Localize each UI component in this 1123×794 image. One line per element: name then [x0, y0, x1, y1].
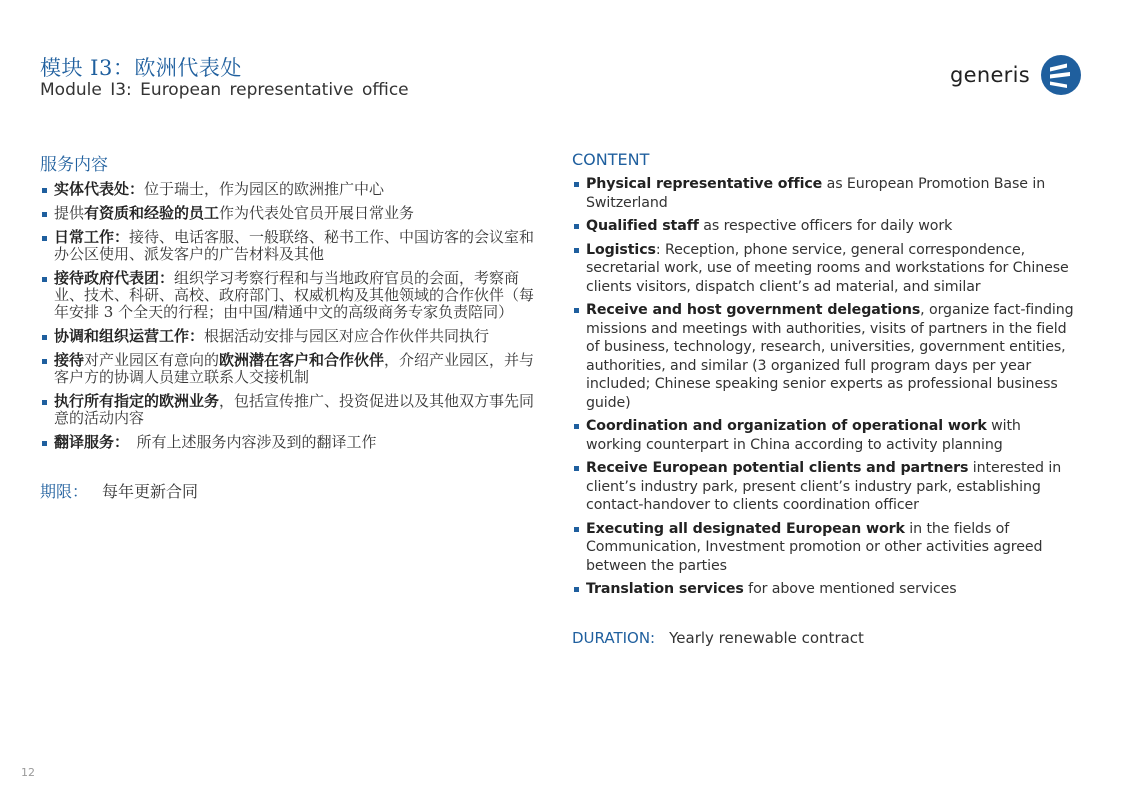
list-item: 协调和组织运营工作：根据活动安排与园区对应合作伙伴共同执行 — [40, 328, 548, 345]
page-title-cn: 模块 I3：欧洲代表处 — [40, 56, 242, 80]
left-column-cn — [40, 150, 548, 502]
list-item: Physical representative office as European Promotion Base in Switzerland — [572, 175, 1080, 212]
service-list-cn — [40, 181, 548, 451]
list-item: Executing all designated European work in the fields of Communication, Investment promotion or other activities agreed between the parties — [572, 520, 1080, 576]
list-item: Coordination and organization of operational work with working counterpart in China according to activity planning — [572, 417, 1080, 454]
generis-logo-icon — [1040, 54, 1082, 96]
list-item: 接待政府代表团：组织学习考察行程和与当地政府官员的会面，考察商业、技术、科研、高校、政府部门、权威机构及其他领域的合作伙伴（每年安排 3 个全天的行程；由中国/精通中文的高级商务专家负责陪同） — [40, 270, 548, 321]
logo-text: generis — [950, 63, 1030, 87]
duration-label: DURATION: — [572, 628, 656, 647]
duration-label: 期限： — [40, 482, 89, 501]
generis-logo — [950, 54, 1082, 96]
list-item: 翻译服务： 所有上述服务内容涉及到的翻译工作 — [40, 434, 548, 451]
list-item: 实体代表处：位于瑞士，作为园区的欧洲推广中心 — [40, 181, 548, 198]
list-item: 日常工作：接待、电话客服、一般联络、秘书工作、中国访客的会议室和办公区使用、派发客户的广告材料及其他 — [40, 229, 548, 263]
list-item: Translation services for above mentioned services — [572, 580, 1080, 599]
list-item: 执行所有指定的欧洲业务，包括宣传推广、投资促进以及其他双方事先同意的活动内容 — [40, 393, 548, 427]
service-list-en — [572, 175, 1080, 599]
section-heading-cn: 服务内容 — [40, 155, 108, 175]
duration-value: Yearly renewable contract — [669, 628, 864, 647]
page-number: 12 — [21, 766, 35, 779]
list-item: Receive European potential clients and partners interested in client’s industry park, present client’s industry park, establishing contact-handover to clients coordination officer — [572, 459, 1080, 515]
page-title-en: Module I3: European representative office — [40, 80, 409, 100]
list-item: Logistics: Reception, phone service, general correspondence, secretarial work, use of meeting rooms and workstations for Chinese clients visitors, dispatch client’s ad material, and similar — [572, 241, 1080, 297]
list-item: Qualified staff as respective officers for daily work — [572, 217, 1080, 236]
list-item: 接待对产业园区有意向的欧洲潜在客户和合作伙伴，介绍产业园区，并与客户方的协调人员建立联系人交接机制 — [40, 352, 548, 386]
duration-line-en — [572, 629, 1080, 647]
right-column-en — [572, 150, 1080, 647]
list-item: 提供有资质和经验的员工作为代表处官员开展日常业务 — [40, 205, 548, 222]
list-item: Receive and host government delegations, organize fact-finding missions and meetings with authorities, visits of partners in the field of business, technology, research, universities, government entities, authorities, and similar (3 organized full program days per year included; Chinese speaking senior experts as professional business guide) — [572, 301, 1080, 412]
duration-value: 每年更新合同 — [102, 482, 199, 501]
section-heading-en: CONTENT — [572, 150, 650, 169]
duration-line-cn — [40, 479, 548, 502]
